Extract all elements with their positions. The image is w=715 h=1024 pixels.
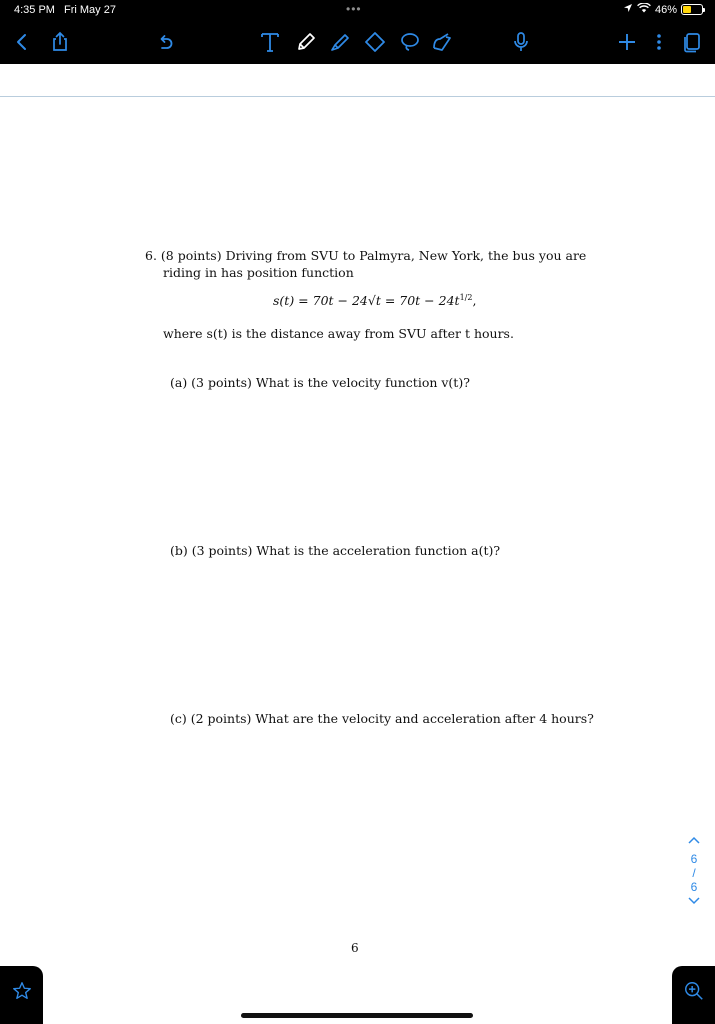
pages-icon[interactable] bbox=[679, 29, 705, 55]
part-b: (b) (3 points) What is the acceleration function a(t)? bbox=[170, 543, 501, 558]
page-separator: / bbox=[692, 866, 696, 880]
shapes-icon[interactable] bbox=[429, 29, 455, 55]
add-icon[interactable] bbox=[614, 29, 640, 55]
equation-comma: , bbox=[472, 293, 477, 309]
chevron-down-icon[interactable] bbox=[683, 894, 705, 912]
highlighter-icon[interactable] bbox=[327, 29, 353, 55]
battery-icon bbox=[681, 4, 703, 15]
status-bar bbox=[0, 0, 715, 20]
text-tool-icon[interactable] bbox=[257, 29, 283, 55]
question-line-2: riding in has position function bbox=[163, 265, 354, 280]
eraser-icon[interactable] bbox=[362, 29, 388, 55]
microphone-icon[interactable] bbox=[508, 29, 534, 55]
document-page[interactable] bbox=[0, 98, 715, 1024]
zoom-in-icon bbox=[683, 980, 705, 1007]
home-indicator[interactable] bbox=[241, 1013, 473, 1018]
wifi-icon bbox=[637, 3, 651, 16]
page-navigator bbox=[683, 834, 705, 912]
multitask-dots[interactable]: ••• bbox=[346, 2, 362, 16]
favorite-button[interactable] bbox=[0, 966, 43, 1024]
back-icon[interactable] bbox=[9, 29, 35, 55]
equation-exponent: 1/2 bbox=[459, 293, 473, 302]
part-a: (a) (3 points) What is the velocity function v(t)? bbox=[170, 375, 470, 390]
status-time: 4:35 PM bbox=[14, 4, 55, 16]
position-equation bbox=[273, 293, 476, 308]
share-icon[interactable] bbox=[47, 29, 73, 55]
where-line: where s(t) is the distance away from SVU after t hours. bbox=[163, 326, 514, 341]
status-right bbox=[623, 3, 703, 16]
pen-icon[interactable] bbox=[293, 29, 319, 55]
part-c: (c) (2 points) What are the velocity and acceleration after 4 hours? bbox=[170, 711, 594, 726]
status-date: Fri May 27 bbox=[64, 4, 116, 16]
battery-percent: 46% bbox=[654, 3, 677, 16]
document-area[interactable] bbox=[0, 64, 715, 1024]
chevron-up-icon[interactable] bbox=[683, 834, 705, 852]
total-pages: 6 bbox=[690, 880, 698, 894]
equation-main: s(t) = 70t − 24√t = 70t − 24t bbox=[273, 293, 460, 309]
battery-fill bbox=[683, 6, 691, 13]
star-icon bbox=[11, 980, 33, 1007]
toolbar bbox=[0, 20, 715, 64]
location-icon bbox=[623, 3, 633, 16]
previous-page-edge bbox=[0, 64, 715, 97]
more-icon[interactable] bbox=[646, 29, 672, 55]
lasso-icon[interactable] bbox=[397, 29, 423, 55]
page-number: 6 bbox=[351, 941, 359, 955]
undo-icon[interactable] bbox=[152, 29, 178, 55]
current-page: 6 bbox=[690, 852, 698, 866]
zoom-button[interactable] bbox=[672, 966, 715, 1024]
question-header: 6. (8 points) Driving from SVU to Palmyra, New York, the bus you are bbox=[145, 248, 587, 263]
